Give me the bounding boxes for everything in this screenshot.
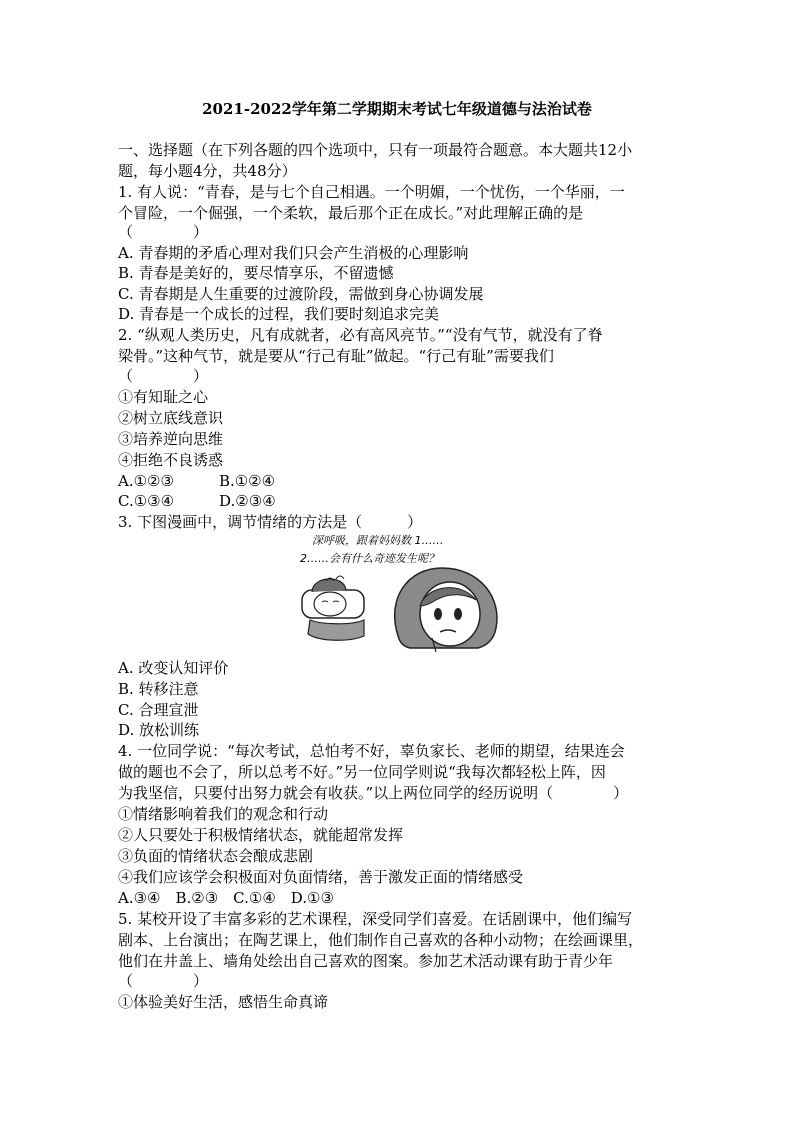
- q2-item-4: ④拒绝不良诱惑: [118, 451, 224, 469]
- q3-option-d: D. 放松训练: [118, 721, 200, 739]
- q3-option-b: B. 转移注意: [118, 680, 199, 698]
- cartoon-caption-line2: 2……会有什么奇迹发生呢？: [300, 552, 439, 565]
- q5-stem-line1: 5. 某校开设了丰富多彩的艺术课程，深受同学们喜爱。在话剧课中，他们编写: [118, 910, 633, 928]
- q4-item-4: ④我们应该学会积极面对负面情绪，善于激发正面的情绪感受: [118, 868, 524, 886]
- q5-stem-line2: 剧本、上台演出；在陶艺课上，他们制作自己喜欢的各种小动物；在绘画课里，: [118, 931, 644, 949]
- q4-item-1: ①情绪影响着我们的观念和行动: [118, 805, 329, 823]
- section-heading-line1: 一、选择题（在下列各题的四个选项中，只有一项最符合题意。本大题共12小: [118, 141, 633, 159]
- q2-choices-line1: A.①②③ B.①②④: [118, 472, 276, 490]
- q2-answer-paren: （ ）: [118, 367, 209, 385]
- q3-option-c: C. 合理宣泄: [118, 701, 199, 719]
- q1-option-d: D. 青春是一个成长的过程，我们要时刻追求完美: [118, 305, 440, 323]
- q1-option-a: A. 青春期的矛盾心理对我们只会产生消极的心理影响: [118, 244, 469, 262]
- q2-item-1: ①有知耻之心: [118, 388, 209, 406]
- q3-stem: 3. 下图漫画中，调节情绪的方法是（ ）: [118, 513, 423, 531]
- q1-option-c: C. 青春期是人生重要的过渡阶段，需做到身心协调发展: [118, 285, 484, 303]
- q4-stem-line1: 4. 一位同学说：“每次考试，总怕考不好，辜负家长、老师的期望，结果连会: [118, 742, 625, 760]
- q2-stem-line1: 2. “纵观人类历史，凡有成就者，必有高风亮节。”“没有气节，就没有了脊: [118, 326, 603, 344]
- q5-stem-line3: 他们在井盖上、墙角处绘出自己喜欢的图案。参加艺术活动课有助于青少年: [118, 952, 614, 970]
- q2-item-2: ②树立底线意识: [118, 409, 224, 427]
- q4-stem-line3: 为我坚信，只要付出努力就会有收获。”以上两位同学的经历说明（ ）: [118, 784, 629, 802]
- q1-option-b: B. 青春是美好的，要尽情享乐，不留遗憾: [118, 264, 394, 282]
- child-in-bed: [302, 576, 364, 640]
- cartoon-illustration: [290, 528, 504, 652]
- q3-option-a: A. 改变认知评价: [118, 659, 229, 677]
- q4-choices: A.③④ B.②③ C.①④ D.①③: [118, 889, 334, 907]
- mother-figure: [395, 568, 497, 652]
- q1-answer-paren: （ ）: [118, 223, 209, 241]
- cartoon-caption-line1: 深呼吸，跟着妈妈数 1……: [312, 534, 444, 547]
- q5-answer-paren: （ ）: [118, 972, 209, 990]
- q2-stem-line2: 梁骨。”这种气节，就是要从“行己有耻”做起。“行己有耻”需要我们: [118, 347, 554, 365]
- q5-item-1: ①体验美好生活，感悟生命真谛: [118, 993, 329, 1011]
- q1-stem-line2: 个冒险，一个倔强，一个柔软，最后那个正在成长。”对此理解正确的是: [118, 204, 584, 222]
- q4-item-2: ②人只要处于积极情绪状态，就能超常发挥: [118, 826, 404, 844]
- q1-stem-line1: 1. 有人说：“青春，是与七个自己相遇。一个明媚，一个忧伤，一个华丽，一: [118, 183, 625, 201]
- q4-item-3: ③负面的情绪状态会酿成悲剧: [118, 847, 314, 865]
- section-heading-line2: 题，每小题4分，共48分）: [118, 162, 297, 180]
- q4-stem-line2: 做的题也不会了，所以总考不好。”另一位同学则说“我每次都轻松上阵，因: [118, 763, 606, 781]
- exam-title: 2021-2022学年第二学期期末考试七年级道德与法治试卷: [202, 100, 592, 118]
- q2-item-3: ③培养逆向思维: [118, 430, 224, 448]
- q2-choices-line2: C.①③④ D.②③④: [118, 492, 276, 510]
